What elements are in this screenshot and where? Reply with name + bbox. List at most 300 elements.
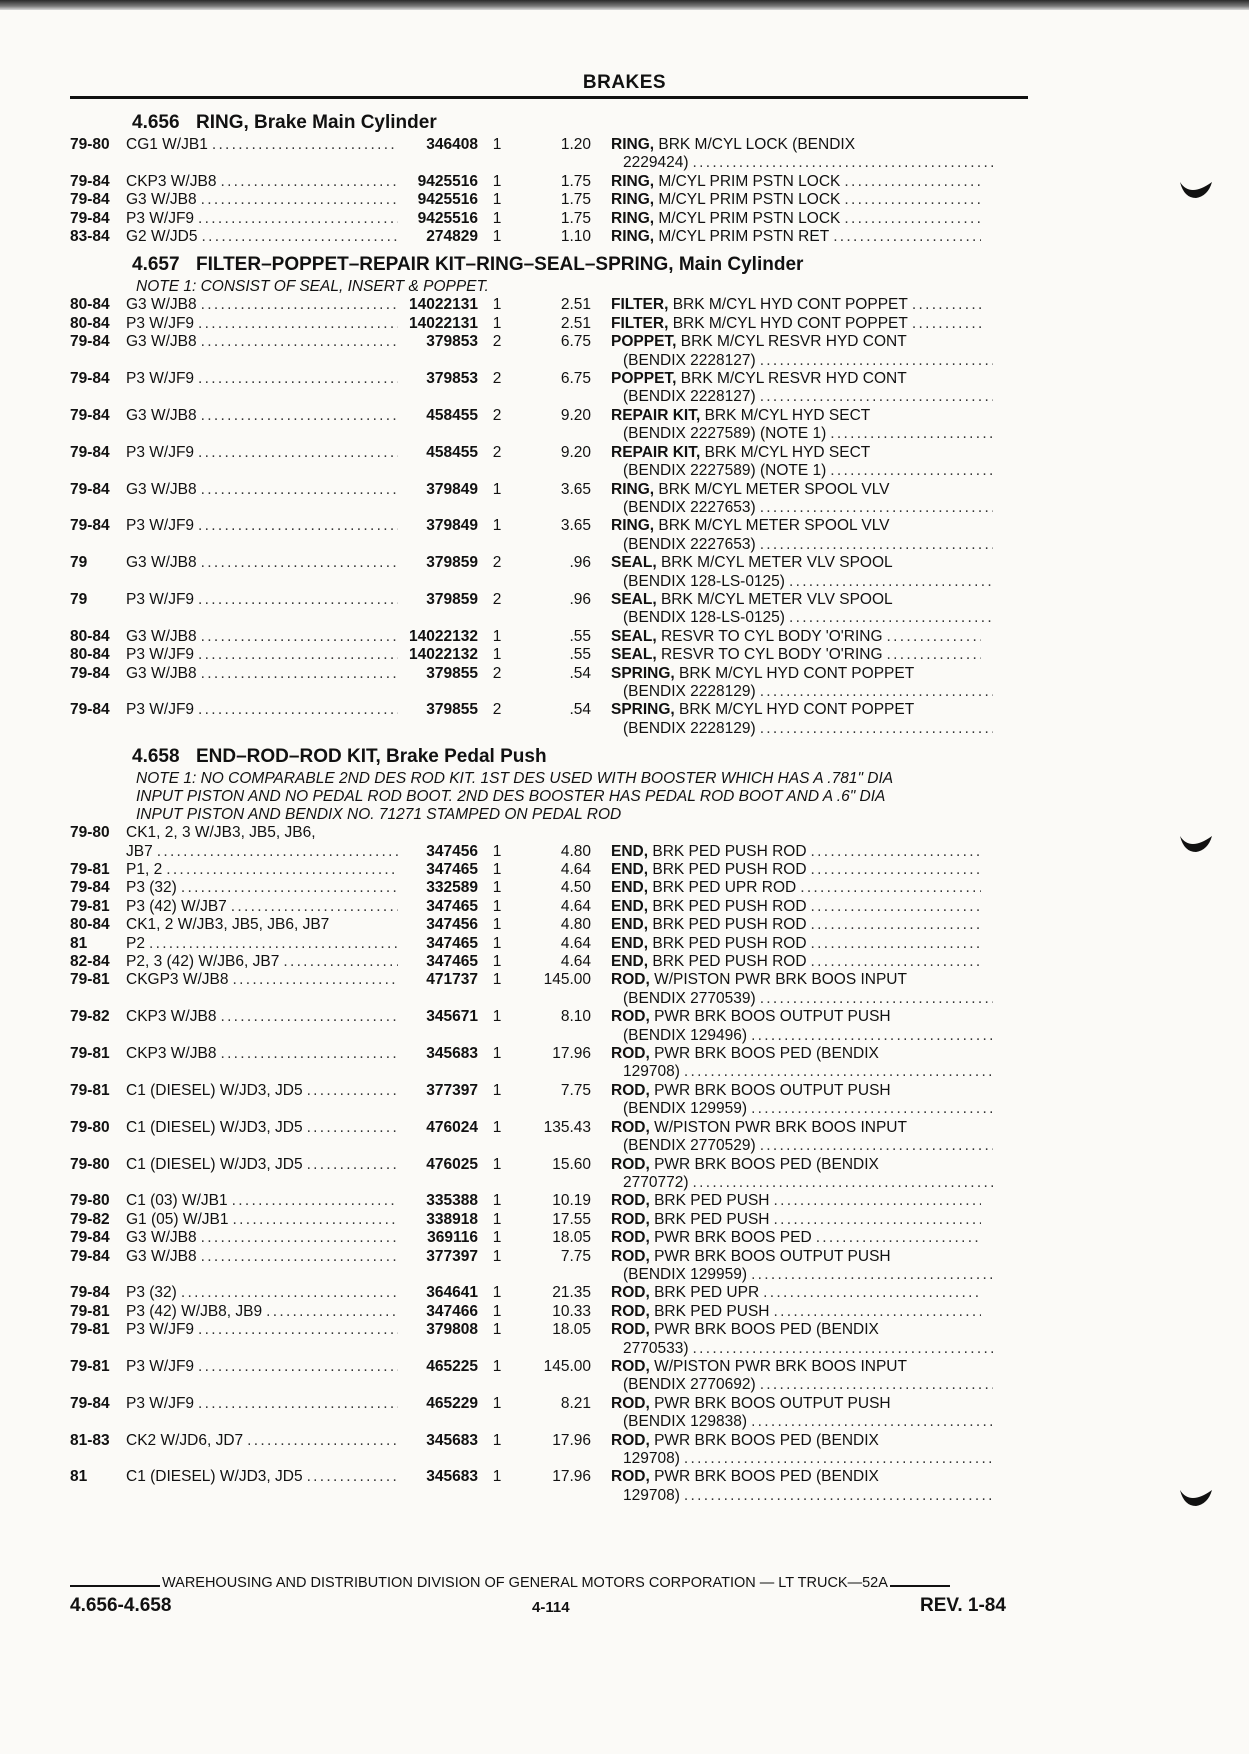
model-cell [126,554,398,572]
description-keyword: ROD, [611,1155,650,1173]
leader-dots [785,573,993,591]
quantity: 1 [492,1155,502,1173]
leader-dots [194,701,398,719]
leader-dots [807,953,981,971]
parts-row [70,517,1030,535]
description-text [611,1358,907,1376]
description-text [611,1468,879,1486]
description-text [611,843,807,861]
parts-row [70,628,1030,646]
parts-row [70,1358,1030,1376]
spacer [478,352,516,370]
part-number: 379855 [426,701,478,719]
quantity: 1 [492,191,502,209]
model-years: 79-81 [70,861,110,878]
description: BRK M/CYL LOCK (BENDIX [658,136,856,153]
price: 6.75 [560,370,591,388]
spacer [398,990,478,1008]
description: BRK PED PUSH ROD [652,842,807,860]
quantity: 1 [492,1192,502,1210]
price: 7.75 [560,1247,591,1265]
leader-dots [747,1100,993,1118]
spacer [516,154,611,172]
model-text: P3 W/JF9 [126,314,195,332]
section-note: INPUT PISTON AND BENDIX NO. 71271 STAMPED ON PEDAL ROD [136,806,622,824]
quantity: 2 [492,701,502,719]
spacer [398,1137,478,1155]
leader-dots [680,1487,993,1505]
model-years: 79-84 [70,172,110,190]
model-text: G3 W/JB8 [126,1229,197,1247]
model-cell [126,861,398,879]
description-continued-cell [611,1340,993,1358]
model-cell [126,1395,398,1413]
description-keyword: RING, [611,172,655,190]
leader-dots [197,665,398,683]
part-number: 364641 [426,1284,478,1302]
price: 135.43 [543,1118,591,1136]
part-number: 14022132 [409,627,478,645]
quantity: 1 [492,1284,502,1302]
part-number: 377397 [426,1081,478,1099]
parts-row [70,1395,1030,1413]
spacer [126,1027,398,1045]
parts-row [70,370,1030,388]
model-text: P3 W/JF9 [126,517,195,535]
part-number: 476024 [426,1118,478,1136]
description-keyword: ROD, [611,1192,650,1210]
quantity: 1 [492,916,502,934]
model-years [70,843,126,861]
price [516,824,611,842]
description-text [611,1395,891,1413]
part-number: 347465 [426,861,478,878]
description-keyword: ROD, [611,1357,650,1375]
model-cell [126,210,398,228]
model-cell [126,370,398,388]
spacer [70,154,126,172]
description-text [611,628,883,646]
description: W/PISTON PWR BRK BOOS INPUT [654,1357,907,1375]
model-cell [126,628,398,646]
spacer [70,720,126,738]
spacer [70,1487,126,1505]
parts-row [70,1468,1030,1486]
leader-dots [197,228,398,246]
description: PWR BRK BOOS OUTPUT PUSH [654,1008,891,1026]
description: BRK M/CYL RESVR HYD CONT [680,333,907,351]
leader-dots [756,990,993,1008]
part-number: 338918 [426,1210,478,1228]
description-cell [611,1045,981,1063]
model-cell [126,1248,398,1266]
leader-dots [262,1303,398,1321]
model-text: P3 (32) [126,879,177,897]
description-text [611,1211,769,1229]
description-text [611,916,807,934]
parts-row [70,824,1030,842]
leader-dots [769,1211,981,1229]
description: PWR BRK BOOS PED (BENDIX [654,1468,879,1486]
model-cell [126,898,398,916]
parts-row [70,173,1030,191]
description-cell [611,1284,981,1302]
description-text [611,1229,812,1247]
model-years: 80-84 [70,314,110,332]
description-keyword: RING, [611,480,655,498]
parts-row [70,1284,1030,1302]
model-cell [126,843,398,861]
leader-dots [197,191,398,209]
spacer [398,352,478,370]
description-text [611,953,807,971]
model-cell [126,191,398,209]
model-years: 81-83 [70,1431,110,1449]
description-text [611,1156,879,1174]
model-years: 80-84 [70,916,110,934]
model-years: 81 [70,1468,88,1486]
quantity: 1 [492,1431,502,1449]
description-text [611,407,870,425]
part-number: 345683 [426,1045,478,1063]
description-text [611,228,829,246]
model-years: 79-80 [70,136,110,153]
spacer [70,573,126,591]
description: PWR BRK BOOS PED [654,1229,812,1247]
description-cell [611,407,981,425]
model-years: 79 [70,554,88,572]
model-cell [126,136,398,154]
quantity: 1 [492,861,502,878]
model-years: 79-84 [70,209,110,227]
model-years: 79-82 [70,1008,110,1026]
quantity: 1 [492,1247,502,1265]
price: 145.00 [543,1357,591,1375]
price: 3.65 [560,517,591,535]
description: BRK PED UPR [654,1284,760,1302]
description-keyword: SEAL, [611,646,657,664]
leader-dots [303,1082,398,1100]
spacer [398,388,478,406]
section-title [70,254,1030,276]
model-years: 79-84 [70,443,110,461]
model-cell [126,701,398,719]
description: PWR BRK BOOS OUTPUT PUSH [654,1394,891,1412]
leader-dots [194,370,398,388]
section-title [70,112,1030,134]
price: 15.60 [552,1155,591,1173]
model-years: 79-81 [70,971,110,989]
parts-row-continued [70,720,1030,738]
description-cell [611,916,981,934]
model-cell [126,173,398,191]
leader-dots [689,1340,993,1358]
model-text: G3 W/JB8 [126,296,197,314]
description: BRK M/CYL HYD SECT [704,443,871,461]
model-years: 80-84 [70,627,110,645]
parts-row [70,1008,1030,1026]
leader-dots [216,1045,398,1063]
parts-row-continued [70,352,1030,370]
description: BRK PED PUSH ROD [652,861,807,878]
description-text [611,333,907,351]
description-cell [611,296,981,314]
model-years: 79-81 [70,1302,110,1320]
parts-row-continued [70,683,1030,701]
model-text: P3 W/JF9 [126,590,195,608]
description-cell [611,591,981,609]
spacer [398,1100,478,1118]
parts-row [70,296,1030,314]
part-number: 345671 [426,1008,478,1026]
spacer [478,1266,516,1284]
description-keyword: ROD, [611,1045,650,1063]
description-continued-cell [611,990,993,1008]
parts-row [70,210,1030,228]
spacer [398,425,478,443]
leader-dots [303,1468,398,1486]
spacer [70,683,126,701]
model-cell [126,824,398,842]
description-continued: (BENDIX 2770539) [623,989,756,1007]
part-number: 347465 [426,897,478,915]
description-keyword: ROD, [611,1008,650,1026]
leader-dots [807,843,981,861]
spacer [478,990,516,1008]
model-text: CKP3 W/JB8 [126,1045,217,1063]
model-years: 81 [70,934,88,952]
model-text: P3 (32) [126,1284,177,1302]
spacer [70,1063,126,1081]
quantity: 1 [492,1468,502,1486]
quantity: 2 [492,554,502,572]
description-text [611,1432,879,1450]
spacer [126,352,398,370]
model-text: G1 (05) W/JB1 [126,1210,229,1228]
model-text: JB7 [126,842,153,860]
description: BRK M/CYL HYD SECT [704,406,871,424]
description-text [611,1008,891,1026]
section-name: FILTER–POPPET–REPAIR KIT–RING–SEAL–SPRING, Main Cylinder [196,254,804,276]
price: 18.05 [552,1229,591,1247]
leader-dots [197,628,398,646]
spacer [478,1450,516,1468]
description-continued: (BENDIX 2770529) [623,1137,756,1155]
spacer [478,1487,516,1505]
spacer [70,462,126,480]
quantity: 1 [492,842,502,860]
spacer [398,1413,478,1431]
model-text: CKP3 W/JB8 [126,172,217,190]
price: 4.64 [560,861,591,878]
description-continued: (BENDIX 2228127) [623,351,756,369]
leader-dots [840,191,981,209]
description-cell [611,861,981,879]
description-cell [611,1156,981,1174]
description-text [611,1082,891,1100]
spacer [70,352,126,370]
description: M/CYL PRIM PSTN LOCK [658,191,841,209]
quantity: 1 [492,1045,502,1063]
price: 145.00 [543,971,591,989]
description-continued: 2229424) [623,154,689,172]
quantity: 1 [492,209,502,227]
parts-row [70,1303,1030,1321]
model-text: P3 W/JF9 [126,209,195,227]
description-text [611,481,890,499]
description: BRK PED PUSH [654,1210,770,1228]
quantity: 1 [492,1357,502,1375]
description-cell [611,935,981,953]
model-cell [126,665,398,683]
price: 4.64 [560,934,591,952]
description: BRK M/CYL METER VLV SPOOL [660,554,893,572]
spacer [126,1450,398,1468]
description-cell [611,1432,981,1450]
description-continued: 129708) [623,1450,680,1467]
model-text: P2, 3 (42) W/JB6, JB7 [126,953,280,971]
parts-row [70,1229,1030,1247]
footer-revision: REV. 1-84 [920,1595,1006,1616]
price: 1.10 [560,228,591,246]
spacer [398,1266,478,1284]
spacer [126,609,398,627]
spacer [478,1413,516,1431]
description: BRK M/CYL METER SPOOL VLV [658,480,890,498]
leader-dots [177,1284,398,1302]
scan-edge-band [0,0,1249,10]
model-text: P3 W/JF9 [126,646,195,664]
spacer [516,425,611,443]
model-cell [126,1432,398,1450]
part-number: 379853 [426,333,478,351]
model-cell [126,1045,398,1063]
description-continued-cell [611,609,993,627]
description-continued: (BENDIX 2770692) [623,1376,756,1394]
spacer [70,1413,126,1431]
spacer [70,1137,126,1155]
part-number: 345683 [426,1431,478,1449]
description-continued: (BENDIX 2228129) [623,682,756,700]
description-keyword: ROD, [611,971,650,989]
description-keyword: ROD, [611,1210,650,1228]
binder-hole-shadow [1178,1486,1214,1508]
price: 4.80 [560,842,591,860]
binder-hole-shadow [1178,832,1214,854]
description-text [611,315,908,333]
price: 8.10 [560,1008,591,1026]
description-keyword: RING, [611,136,655,153]
quantity: 1 [492,480,502,498]
part-number: 14022131 [409,314,478,332]
description-continued: 129708) [623,1486,680,1504]
description-cell [611,444,981,462]
description-cell [611,971,981,989]
price: 1.20 [560,136,591,153]
quantity: 1 [492,1210,502,1228]
spacer [70,1174,126,1192]
model-years: 79-84 [70,664,110,682]
quantity: 1 [492,228,502,246]
description-continued: (BENDIX 129838) [623,1413,748,1431]
description-cell [611,646,981,664]
quantity: 1 [492,517,502,535]
description-keyword: RING, [611,191,655,209]
description: RESVR TO CYL BODY 'O'RING [660,627,883,645]
model-years: 79-84 [70,370,110,388]
model-years: 79-81 [70,1321,110,1339]
part-number: 335388 [426,1192,478,1210]
price: .54 [569,701,591,719]
description-keyword: END, [611,842,649,860]
description-cell [611,210,981,228]
description-continued: 129708) [623,1063,680,1081]
description-cell [611,898,981,916]
model-cell [126,1358,398,1376]
description: BRK M/CYL METER SPOOL VLV [658,517,890,535]
description-text [611,646,883,664]
parts-row [70,228,1030,246]
leader-dots [197,407,398,425]
parts-row-continued [70,990,1030,1008]
quantity: 1 [492,1394,502,1412]
parts-row [70,1192,1030,1210]
description-continued-cell [611,425,993,443]
model-years: 79-84 [70,333,110,351]
spacer [398,1487,478,1505]
description-cell [611,1303,981,1321]
description-continued: (BENDIX 129959) [623,1100,748,1118]
description: BRK PED PUSH [654,1192,770,1210]
leader-dots [194,444,398,462]
page-header: BRAKES [582,72,667,93]
spacer [398,1063,478,1081]
spacer [398,609,478,627]
spacer [478,1340,516,1358]
description-text [611,554,893,572]
footer-line [70,1575,1032,1591]
description-cell [611,879,981,897]
description-cell [611,517,981,535]
description-keyword: ROD, [611,1321,650,1339]
description-text [611,935,807,953]
spacer [516,609,611,627]
model-cell [126,1211,398,1229]
spacer [516,1413,611,1431]
spacer [516,683,611,701]
spacer [478,573,516,591]
model-years: 79-84 [70,191,110,209]
description-text [611,591,893,609]
part-number: 458455 [426,443,478,461]
section-number: 4.658 [132,746,180,768]
spacer [478,1100,516,1118]
model-cell [126,916,398,934]
model-text: C1 (DIESEL) W/JD3, JD5 [126,1468,303,1486]
part-number: 14022131 [409,296,478,314]
model-years: 79-81 [70,897,110,915]
description-keyword: RING, [611,228,655,246]
model-text: CK1, 2, 3 W/JB3, JB5, JB6, [126,824,316,842]
description-cell [611,228,981,246]
description-continued-cell [611,1063,993,1081]
part-number: 345683 [426,1468,478,1486]
description-text [611,191,840,209]
description-keyword: ROD, [611,1394,650,1412]
description: M/CYL PRIM PSTN LOCK [658,172,841,190]
parts-row [70,971,1030,989]
model-years: 79-84 [70,1284,110,1302]
